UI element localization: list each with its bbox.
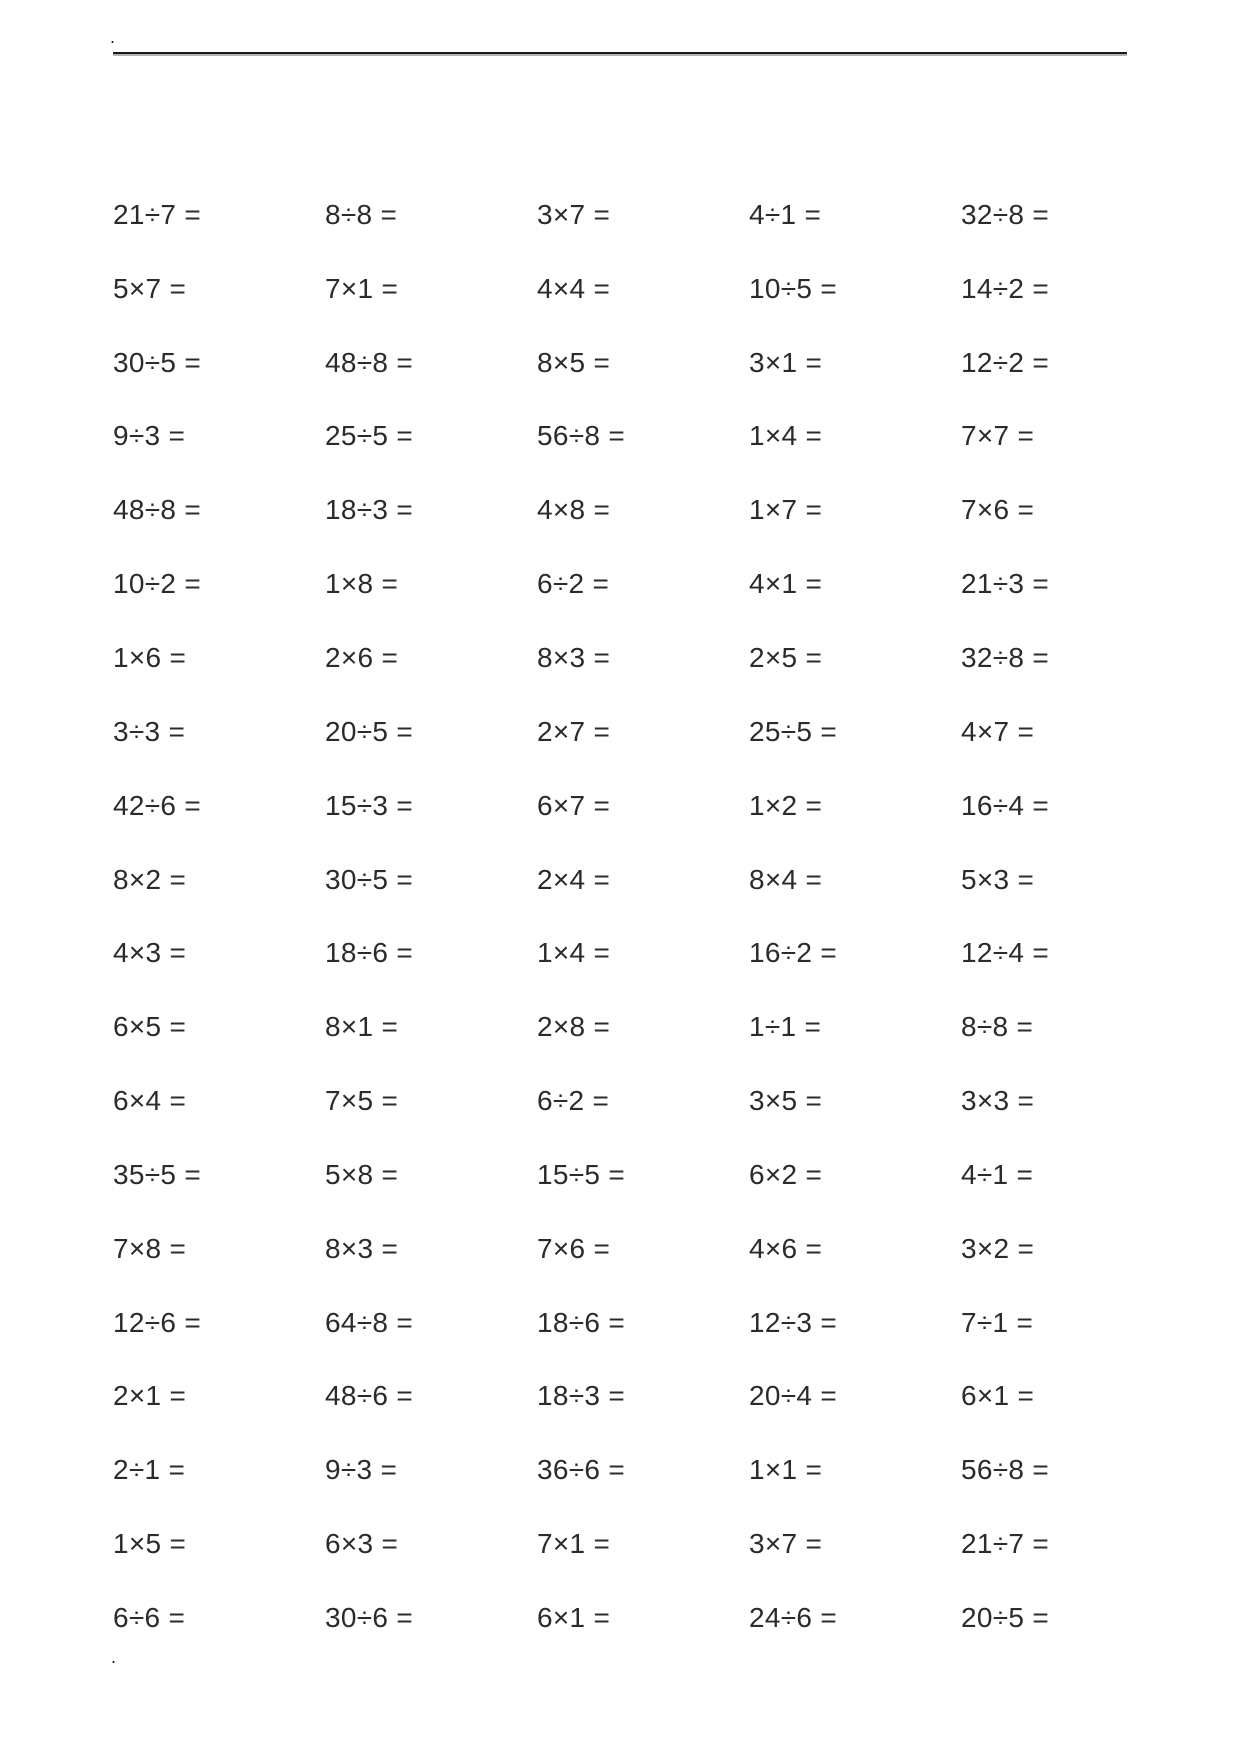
problem-r12-c1: 6×5 = [113,1011,187,1043]
problem-r20-c5: 20÷5 = [961,1601,1050,1633]
problem-r1-c5: 32÷8 = [961,198,1050,230]
header-rule [113,52,1127,54]
problem-r10-c5: 5×3 = [961,863,1035,895]
problem-r3-c4: 3×1 = [749,346,823,378]
problem-r17-c5: 6×1 = [961,1380,1035,1412]
problem-r8-c1: 3÷3 = [113,715,186,747]
problem-r11-c4: 16÷2 = [749,937,838,969]
problem-r7-c2: 2×6 = [325,641,399,673]
problem-r11-c5: 12÷4 = [961,937,1050,969]
problem-r12-c2: 8×1 = [325,1011,399,1043]
problem-r7-c1: 1×6 = [113,641,187,673]
problem-r19-c5: 21÷7 = [961,1528,1050,1560]
problem-r1-c1: 21÷7 = [113,198,202,230]
problem-r1-c4: 4÷1 = [749,198,822,230]
problem-r11-c1: 4×3 = [113,937,187,969]
problem-r18-c3: 36÷6 = [537,1454,626,1486]
problem-r15-c5: 3×2 = [961,1232,1035,1264]
problem-r9-c1: 42÷6 = [113,789,202,821]
problem-r9-c3: 6×7 = [537,789,611,821]
problem-r4-c4: 1×4 = [749,420,823,452]
problem-r20-c4: 24÷6 = [749,1601,838,1633]
problem-r14-c1: 35÷5 = [113,1158,202,1190]
problem-r5-c2: 18÷3 = [325,494,414,526]
problem-r8-c5: 4×7 = [961,715,1035,747]
problem-r5-c3: 4×8 = [537,494,611,526]
problem-r11-c3: 1×4 = [537,937,611,969]
problem-r7-c5: 32÷8 = [961,641,1050,673]
problem-r3-c3: 8×5 = [537,346,611,378]
problem-r2-c4: 10÷5 = [749,272,838,304]
problem-r8-c4: 25÷5 = [749,715,838,747]
problem-r16-c5: 7÷1 = [961,1306,1034,1338]
problem-r4-c2: 25÷5 = [325,420,414,452]
problem-r13-c4: 3×5 = [749,1085,823,1117]
problem-r9-c5: 16÷4 = [961,789,1050,821]
problems-grid [113,178,1173,1655]
problem-r2-c2: 7×1 = [325,272,399,304]
problem-r17-c4: 20÷4 = [749,1380,838,1412]
problem-r5-c5: 7×6 = [961,494,1035,526]
problem-r19-c4: 3×7 = [749,1528,823,1560]
problem-r6-c4: 4×1 = [749,568,823,600]
problem-r16-c4: 12÷3 = [749,1306,838,1338]
problem-r20-c1: 6÷6 = [113,1601,186,1633]
problem-r6-c3: 6÷2 = [537,568,610,600]
problem-r6-c1: 10÷2 = [113,568,202,600]
problem-r8-c3: 2×7 = [537,715,611,747]
problem-r4-c1: 9÷3 = [113,420,186,452]
problem-r11-c2: 18÷6 = [325,937,414,969]
problem-r6-c5: 21÷3 = [961,568,1050,600]
problem-r17-c1: 2×1 = [113,1380,187,1412]
problem-r4-c5: 7×7 = [961,420,1035,452]
problem-r20-c2: 30÷6 = [325,1601,414,1633]
problem-r14-c3: 15÷5 = [537,1158,626,1190]
problem-r15-c2: 8×3 = [325,1232,399,1264]
problem-r12-c3: 2×8 = [537,1011,611,1043]
problem-r19-c2: 6×3 = [325,1528,399,1560]
problem-r2-c3: 4×4 = [537,272,611,304]
problem-r13-c2: 7×5 = [325,1085,399,1117]
problem-r9-c4: 1×2 = [749,789,823,821]
problem-r20-c3: 6×1 = [537,1601,611,1633]
problem-r18-c4: 1×1 = [749,1454,823,1486]
problem-r3-c1: 30÷5 = [113,346,202,378]
problem-r14-c2: 5×8 = [325,1158,399,1190]
problem-r15-c1: 7×8 = [113,1232,187,1264]
problem-r10-c2: 30÷5 = [325,863,414,895]
problem-r16-c3: 18÷6 = [537,1306,626,1338]
problem-r13-c3: 6÷2 = [537,1085,610,1117]
problem-r4-c3: 56÷8 = [537,420,626,452]
header-dot: . [110,27,116,47]
problem-r3-c2: 48÷8 = [325,346,414,378]
problem-r7-c3: 8×3 = [537,641,611,673]
problem-r14-c4: 6×2 = [749,1158,823,1190]
footer-dot: . [111,1647,117,1667]
problem-r1-c3: 3×7 = [537,198,611,230]
problem-r12-c4: 1÷1 = [749,1011,822,1043]
problem-r16-c2: 64÷8 = [325,1306,414,1338]
problem-r10-c1: 8×2 = [113,863,187,895]
problem-r3-c5: 12÷2 = [961,346,1050,378]
problem-r19-c3: 7×1 = [537,1528,611,1560]
problem-r13-c1: 6×4 = [113,1085,187,1117]
problem-r8-c2: 20÷5 = [325,715,414,747]
problem-r18-c2: 9÷3 = [325,1454,398,1486]
problem-r17-c3: 18÷3 = [537,1380,626,1412]
problem-r15-c3: 7×6 = [537,1232,611,1264]
problem-r2-c5: 14÷2 = [961,272,1050,304]
problem-r16-c1: 12÷6 = [113,1306,202,1338]
problem-r5-c1: 48÷8 = [113,494,202,526]
problem-r18-c5: 56÷8 = [961,1454,1050,1486]
problem-r14-c5: 4÷1 = [961,1158,1034,1190]
problem-r5-c4: 1×7 = [749,494,823,526]
problem-r15-c4: 4×6 = [749,1232,823,1264]
problem-r1-c2: 8÷8 = [325,198,398,230]
problem-r10-c3: 2×4 = [537,863,611,895]
problem-r13-c5: 3×3 = [961,1085,1035,1117]
problem-r6-c2: 1×8 = [325,568,399,600]
problem-r17-c2: 48÷6 = [325,1380,414,1412]
problem-r10-c4: 8×4 = [749,863,823,895]
problem-r7-c4: 2×5 = [749,641,823,673]
problem-r9-c2: 15÷3 = [325,789,414,821]
problem-r19-c1: 1×5 = [113,1528,187,1560]
problem-r2-c1: 5×7 = [113,272,187,304]
problem-r12-c5: 8÷8 = [961,1011,1034,1043]
problem-r18-c1: 2÷1 = [113,1454,186,1486]
